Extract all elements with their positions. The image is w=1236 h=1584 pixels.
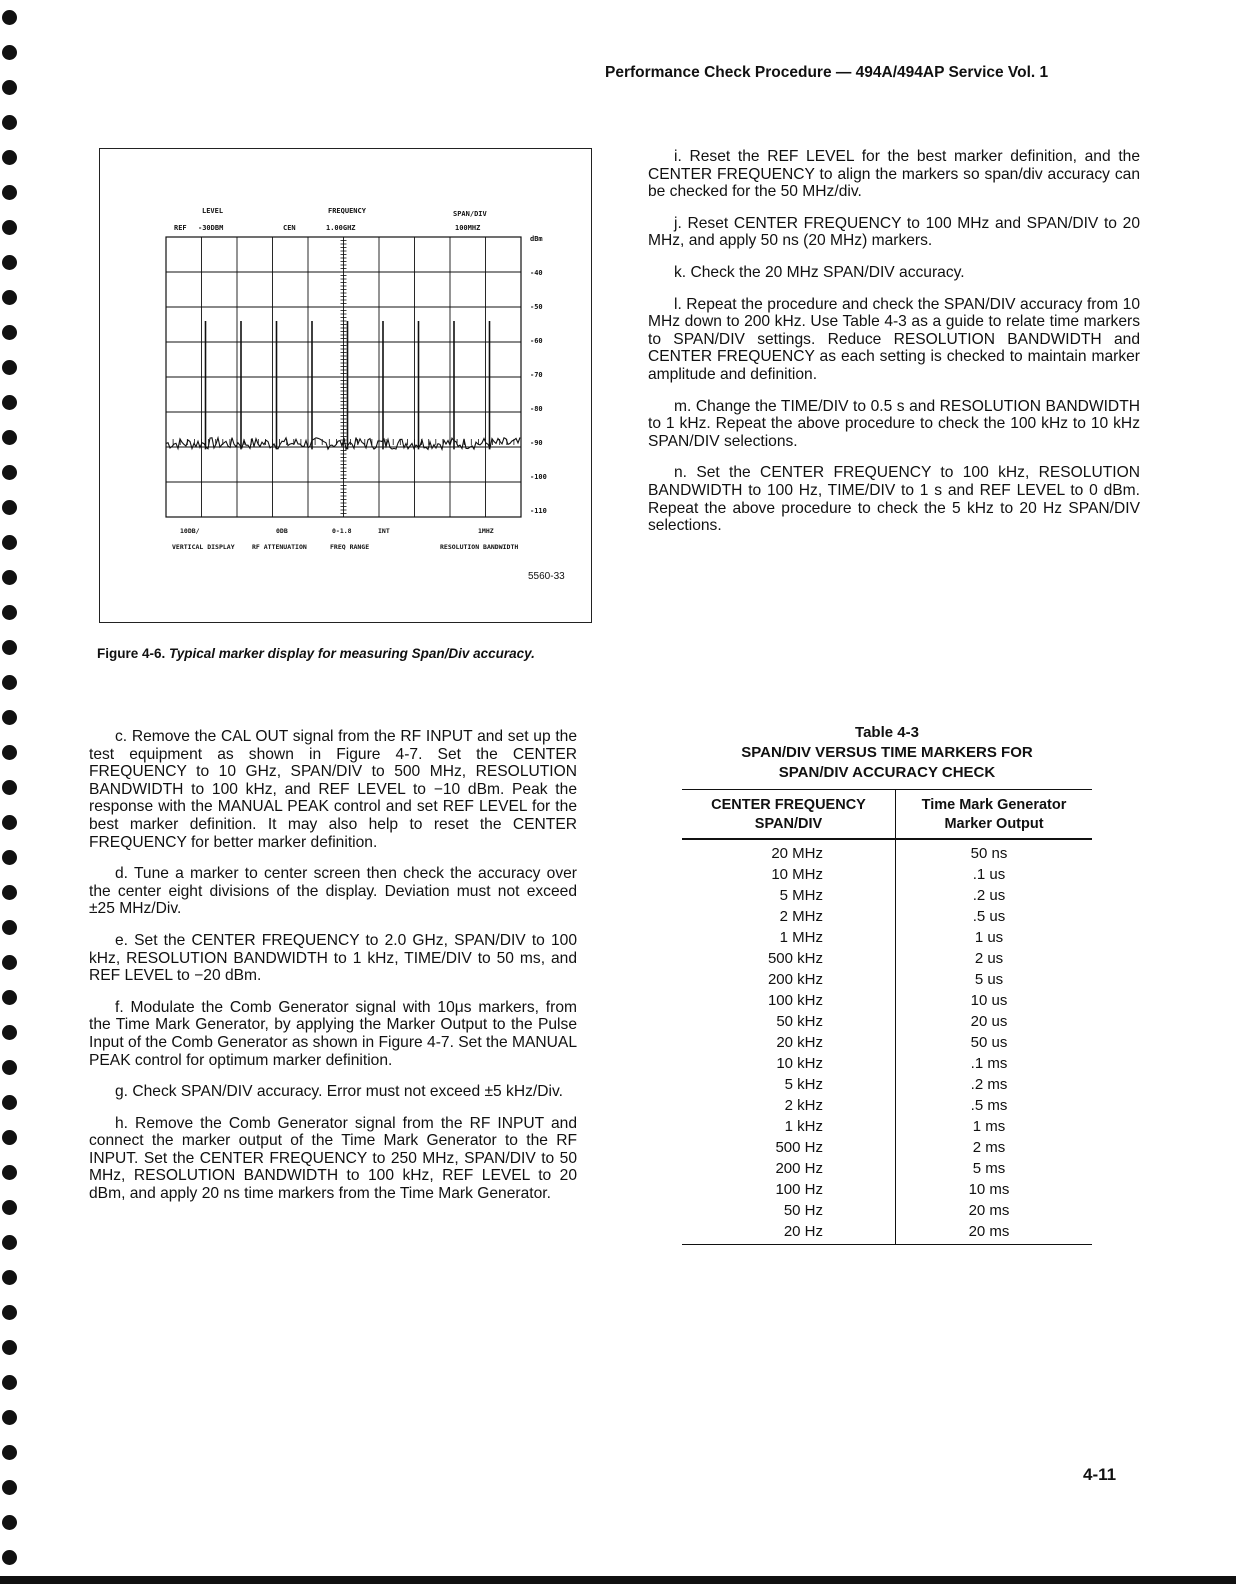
span-div-cell: 100 Hz bbox=[682, 1179, 896, 1200]
res-label: RESOLUTION BANDWIDTH bbox=[440, 543, 519, 551]
step-c: c. Remove the CAL OUT signal from the RF INPUT and set up the test equipment as shown in Figure 4-7. Set the CENTER FREQUENCY to 10 GHz, SPAN/DIV to 500 MHz, RESOLUTION BANDWIDTH to 100 kHz, and REF LEVEL to −10 dBm. Peak the response with the MANUAL PEAK control and set REF LEVEL for the best marker definition. It may also help to reset the CENTER FREQUENCY for better marker definition. bbox=[89, 728, 577, 851]
left-column bbox=[89, 728, 577, 1217]
marker-output-cell: 50 ns bbox=[970, 845, 1008, 862]
binder-hole bbox=[2, 780, 17, 795]
step-l: l. Repeat the procedure and check the SPAN/DIV accuracy from 10 MHz down to 200 kHz. Use Table 4-3 as a guide to relate time markers to SPAN/DIV settings. Reduce RESOLUTION BANDWIDTH and CENTER FREQUENCY as each setting is checked to maintain marker amplitude and definition. bbox=[648, 295, 1140, 383]
span-div-cell: 500 Hz bbox=[682, 1137, 896, 1158]
table-row bbox=[682, 927, 1092, 948]
span-div-cell: 2 MHz bbox=[682, 906, 896, 927]
binder-hole bbox=[2, 710, 17, 725]
span-div-cell: 20 Hz bbox=[682, 1221, 896, 1245]
table-row bbox=[682, 1221, 1092, 1245]
marker-output-cell: 1 ms bbox=[972, 1118, 1006, 1135]
span-div-cell: 5 MHz bbox=[682, 885, 896, 906]
table-row bbox=[682, 864, 1092, 885]
marker-output-cell: .1 us bbox=[972, 866, 1006, 883]
step-n: n. Set the CENTER FREQUENCY to 100 kHz, RESOLUTION BANDWIDTH to 100 Hz, TIME/DIV to 1 s and REF LEVEL to 0 dBm. Repeat the above procedure to check the 5 kHz to 20 Hz SPAN/DIV selections. bbox=[648, 464, 1140, 535]
binder-hole bbox=[2, 640, 17, 655]
scale-label: -50 bbox=[530, 303, 543, 311]
scan-edge bbox=[0, 1576, 1236, 1584]
range-label: FREQ RANGE bbox=[330, 543, 370, 551]
binder-hole bbox=[2, 255, 17, 270]
noise-trace bbox=[166, 438, 520, 450]
scale-label: -70 bbox=[530, 371, 543, 379]
figure-caption-text: Typical marker display for measuring Span/Div accuracy. bbox=[169, 646, 535, 661]
binder-hole bbox=[2, 885, 17, 900]
binder-hole bbox=[2, 430, 17, 445]
table-row bbox=[682, 1053, 1092, 1074]
range-value: 0-1.8 bbox=[332, 527, 352, 535]
level-value: -30DBM bbox=[198, 224, 224, 232]
marker-output-cell: .2 ms bbox=[970, 1076, 1008, 1093]
binder-hole bbox=[2, 290, 17, 305]
binder-hole bbox=[2, 955, 17, 970]
binder-hole bbox=[2, 1305, 17, 1320]
col-header-marker-line2: Marker Output bbox=[944, 816, 1044, 832]
step-i: i. Reset the REF LEVEL for the best marker definition, and the CENTER FREQUENCY to align the markers so span/div accuracy can be checked for the 50 MHz/div. bbox=[648, 148, 1140, 201]
scale-label: -110 bbox=[530, 507, 547, 515]
marker-output-cell: .5 us bbox=[972, 908, 1006, 925]
binder-hole bbox=[2, 500, 17, 515]
binder-hole bbox=[2, 1445, 17, 1460]
step-g: g. Check SPAN/DIV accuracy. Error must not exceed ±5 kHz/Div. bbox=[115, 1083, 563, 1101]
table-row bbox=[682, 1032, 1092, 1053]
table-row bbox=[682, 990, 1092, 1011]
spectrum-display bbox=[100, 149, 590, 621]
col-header-span-line2: SPAN/DIV bbox=[754, 816, 823, 832]
span-label: SPAN/DIV bbox=[453, 210, 487, 218]
binder-hole bbox=[2, 675, 17, 690]
span-div-cell: 20 kHz bbox=[682, 1032, 896, 1053]
col-header-marker-line1: Time Mark Generator bbox=[921, 797, 1067, 813]
binder-hole bbox=[2, 1060, 17, 1075]
binder-hole bbox=[2, 745, 17, 760]
marker-output-cell: 2 us bbox=[974, 950, 1004, 967]
span-div-cell: 10 kHz bbox=[682, 1053, 896, 1074]
binder-holes bbox=[0, 0, 22, 1584]
span-div-cell: 200 Hz bbox=[682, 1158, 896, 1179]
col-header-span bbox=[682, 790, 896, 840]
step-d: d. Tune a marker to center screen then check the accuracy over the center eight divisions of the display. Deviation must not exceed ±25 MHz/Div. bbox=[89, 865, 577, 918]
table-title-line3: SPAN/DIV ACCURACY CHECK bbox=[778, 764, 996, 781]
marker-output-cell: .5 ms bbox=[970, 1097, 1008, 1114]
span-div-cell: 50 Hz bbox=[682, 1200, 896, 1221]
binder-hole bbox=[2, 850, 17, 865]
step-j: j. Reset CENTER FREQUENCY to 100 MHz and SPAN/DIV to 20 MHz, and apply 50 ns (20 MHz) markers. bbox=[648, 214, 1140, 250]
span-div-cell: 50 kHz bbox=[682, 1011, 896, 1032]
int-label: INT bbox=[378, 527, 390, 535]
binder-hole bbox=[2, 220, 17, 235]
marker-output-cell: 2 ms bbox=[972, 1139, 1006, 1156]
table-row bbox=[682, 1116, 1092, 1137]
marker-output-cell: .2 us bbox=[972, 887, 1006, 904]
binder-hole bbox=[2, 1130, 17, 1145]
table-row bbox=[682, 1200, 1092, 1221]
table-row bbox=[682, 1158, 1092, 1179]
col-header-marker bbox=[896, 790, 1093, 840]
table-row bbox=[682, 948, 1092, 969]
table-row bbox=[682, 969, 1092, 990]
right-column bbox=[648, 148, 1140, 549]
step-f: f. Modulate the Comb Generator signal with 10μs markers, from the Time Mark Generator, by applying the Marker Output to the Pulse Input of the Comb Generator as shown in Figure 4-7. Set the MANUAL PEAK control for optimum marker definition. bbox=[89, 998, 577, 1069]
freq-label: FREQUENCY bbox=[328, 207, 366, 215]
binder-hole bbox=[2, 10, 17, 25]
figure-caption bbox=[97, 645, 587, 662]
marker-output-cell: 50 us bbox=[970, 1034, 1008, 1051]
scale-label: -90 bbox=[530, 439, 543, 447]
span-div-cell: 100 kHz bbox=[682, 990, 896, 1011]
figure-4-6 bbox=[99, 148, 592, 623]
binder-hole bbox=[2, 80, 17, 95]
figure-caption-label: Figure 4-6. bbox=[97, 646, 166, 661]
binder-hole bbox=[2, 1165, 17, 1180]
level-label: LEVEL bbox=[202, 207, 224, 215]
table-row bbox=[682, 1179, 1092, 1200]
span-div-cell: 20 MHz bbox=[682, 839, 896, 864]
binder-hole bbox=[2, 45, 17, 60]
table-row bbox=[682, 839, 1092, 864]
res-value: 1MHZ bbox=[478, 527, 494, 535]
step-k: k. Check the 20 MHz SPAN/DIV accuracy. bbox=[674, 263, 965, 281]
span-div-cell: 2 kHz bbox=[682, 1095, 896, 1116]
table-row bbox=[682, 1095, 1092, 1116]
atten-label: RF ATTENUATION bbox=[252, 543, 307, 551]
binder-hole bbox=[2, 1410, 17, 1425]
binder-hole bbox=[2, 1515, 17, 1530]
scale-label: dBm bbox=[530, 235, 543, 243]
binder-hole bbox=[2, 605, 17, 620]
binder-hole bbox=[2, 920, 17, 935]
scale-label: -60 bbox=[530, 337, 543, 345]
binder-hole bbox=[2, 1550, 17, 1565]
span-time-marker-table bbox=[682, 789, 1092, 1245]
span-div-cell: 1 MHz bbox=[682, 927, 896, 948]
binder-hole bbox=[2, 1095, 17, 1110]
page-number: 4-11 bbox=[1083, 1465, 1117, 1484]
atten-value: 0DB bbox=[276, 527, 288, 535]
vertical-value: 10DB/ bbox=[180, 527, 200, 535]
binder-hole bbox=[2, 115, 17, 130]
binder-hole bbox=[2, 1235, 17, 1250]
span-div-cell: 1 kHz bbox=[682, 1116, 896, 1137]
binder-hole bbox=[2, 1270, 17, 1285]
span-div-cell: 5 kHz bbox=[682, 1074, 896, 1095]
step-m: m. Change the TIME/DIV to 0.5 s and RESOLUTION BANDWIDTH to 1 kHz. Repeat the above procedure to check the 100 kHz to 10 kHz SPAN/DIV selections. bbox=[648, 397, 1140, 450]
table-row bbox=[682, 906, 1092, 927]
binder-hole bbox=[2, 990, 17, 1005]
binder-hole bbox=[2, 1375, 17, 1390]
ref-label: REF bbox=[174, 224, 187, 232]
running-header: Performance Check Procedure — 494A/494AP Service Vol. 1 bbox=[605, 64, 1049, 81]
span-div-cell: 10 MHz bbox=[682, 864, 896, 885]
binder-hole bbox=[2, 1340, 17, 1355]
freq-prefix: CEN bbox=[283, 224, 296, 232]
col-header-span-line1: CENTER FREQUENCY bbox=[711, 797, 866, 813]
marker-output-cell: 10 us bbox=[970, 992, 1008, 1009]
span-div-cell: 500 kHz bbox=[682, 948, 896, 969]
binder-hole bbox=[2, 360, 17, 375]
table-row bbox=[682, 1011, 1092, 1032]
scale-label: -40 bbox=[530, 269, 543, 277]
marker-output-cell: 20 ms bbox=[968, 1202, 1010, 1219]
step-h: h. Remove the Comb Generator signal from the RF INPUT and connect the marker output of the Time Mark Generator to the RF INPUT. Set the CENTER FREQUENCY to 250 MHz, SPAN/DIV to 50 MHz, RESOLUTION BANDWIDTH to 100 kHz, REF LEVEL to 20 dBm, and apply 20 ns time markers from the Time Mark Generator. bbox=[89, 1114, 577, 1203]
step-e: e. Set the CENTER FREQUENCY to 2.0 GHz, SPAN/DIV to 100 kHz, RESOLUTION BANDWIDTH to 1 kHz, TIME/DIV to 50 ms, and REF LEVEL to −20 dBm. bbox=[89, 931, 577, 985]
marker-output-cell: .1 ms bbox=[970, 1055, 1008, 1072]
binder-hole bbox=[2, 465, 17, 480]
binder-hole bbox=[2, 325, 17, 340]
table-row bbox=[682, 1137, 1092, 1158]
figure-number-tag: 5560-33 bbox=[528, 571, 565, 582]
binder-hole bbox=[2, 815, 17, 830]
binder-hole bbox=[2, 1480, 17, 1495]
freq-value: 1.00GHZ bbox=[326, 224, 356, 232]
marker-output-cell: 5 us bbox=[974, 971, 1004, 988]
span-div-cell: 200 kHz bbox=[682, 969, 896, 990]
span-value: 100MHZ bbox=[455, 224, 481, 232]
table-4-3 bbox=[682, 723, 1092, 1245]
binder-hole bbox=[2, 535, 17, 550]
binder-hole bbox=[2, 1200, 17, 1215]
binder-hole bbox=[2, 570, 17, 585]
marker-output-cell: 20 ms bbox=[896, 1221, 1093, 1245]
table-title-line2: SPAN/DIV VERSUS TIME MARKERS FOR bbox=[741, 744, 1033, 761]
marker-output-cell: 5 ms bbox=[972, 1160, 1006, 1177]
binder-hole bbox=[2, 395, 17, 410]
binder-hole bbox=[2, 185, 17, 200]
marker-output-cell: 10 ms bbox=[968, 1181, 1010, 1198]
table-row bbox=[682, 1074, 1092, 1095]
marker-output-cell: 20 us bbox=[970, 1013, 1008, 1030]
table-title-number: Table 4-3 bbox=[855, 724, 919, 741]
scale-label: -80 bbox=[530, 405, 543, 413]
table-row bbox=[682, 885, 1092, 906]
vertical-label: VERTICAL DISPLAY bbox=[172, 543, 235, 551]
binder-hole bbox=[2, 150, 17, 165]
binder-hole bbox=[2, 1025, 17, 1040]
marker-output-cell: 1 us bbox=[974, 929, 1004, 946]
scale-label: -100 bbox=[530, 473, 547, 481]
